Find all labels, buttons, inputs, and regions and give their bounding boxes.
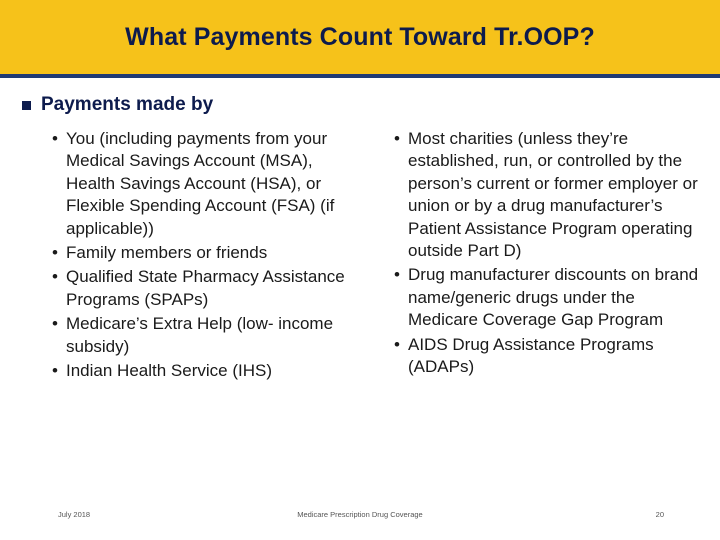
list-item [390,334,702,379]
list-item [390,264,702,331]
main-bullet [22,94,213,116]
main-bullet-text: Payments made by [41,94,214,115]
list-item [48,266,358,311]
list-item-text: AIDS Drug Assistance Programs (ADAPs) [408,334,654,377]
bullet-dot-icon: • [52,361,58,381]
list-item-text: Family members or friends [66,243,268,263]
bullet-dot-icon: • [394,334,400,354]
footer-date: July 2018 [58,510,91,519]
bullet-dot-icon: • [52,267,58,287]
bullet-dot-icon: • [52,129,58,148]
list-item-text: Drug manufacturer discounts on brand name/generic drugs under the Medicare Coverage Gap Program [408,265,699,330]
footer-title: Medicare Prescription Drug Coverage [297,510,423,519]
square-bullet-icon [22,101,31,110]
left-column [48,128,358,384]
list-item-text: You (including payments from your Medical Savings Account (MSA), Health Savings Account (HSA), or Flexible Spending Account (FSA) (if applicable)) [66,129,335,238]
list-item [48,313,358,358]
title-bar [0,0,720,74]
bullet-dot-icon: • [394,265,400,285]
slide-title: What Payments Count Toward Tr.OOP? [125,22,595,51]
right-column [390,128,702,380]
bullet-dot-icon: • [52,314,58,334]
bullet-dot-icon: • [52,243,58,263]
page-number: 20 [655,510,664,519]
list-item-text: Medicare’s Extra Help (low- income subsidy) [66,314,334,356]
list-item [390,128,702,262]
title-divider [0,74,720,78]
list-item [48,128,358,240]
left-bullet-list [48,128,358,382]
list-item-text: Indian Health Service (IHS) [66,361,272,381]
list-item [48,242,358,264]
right-bullet-list [390,128,702,378]
list-item [48,360,358,382]
bullet-dot-icon: • [394,129,400,148]
list-item-text: Qualified State Pharmacy Assistance Programs (SPAPs) [66,267,345,309]
list-item-text: Most charities (unless they’re established, run, or controlled by the person’s current or former employer or union or by a drug manufacturer’s Patient Assistance Program operating outside Part D) [408,129,698,261]
